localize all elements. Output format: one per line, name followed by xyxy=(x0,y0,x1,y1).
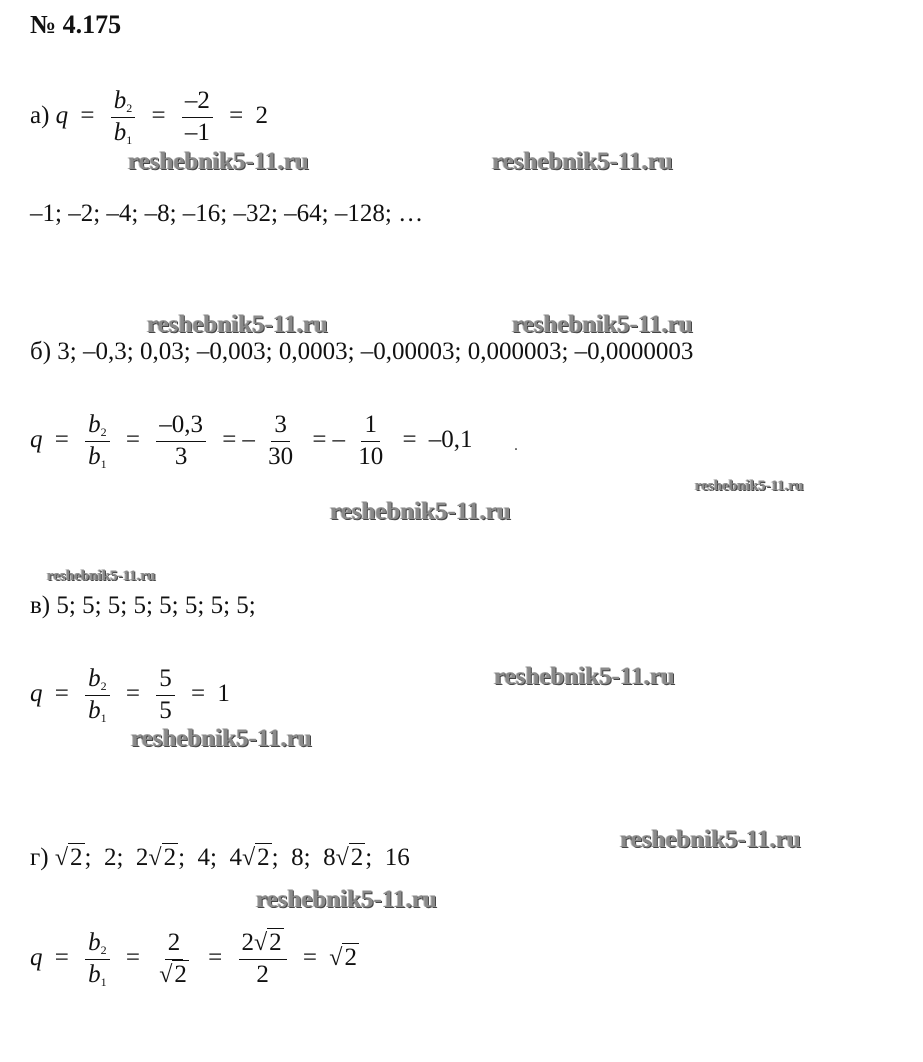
watermark: reshebnik5-11.ru xyxy=(147,311,328,338)
ratio-result: 2 xyxy=(255,101,268,129)
watermark: reshebnik5-11.ru xyxy=(620,826,801,853)
part-b-formula: q = $\frac{b_2}{b_1}$ = $\frac{-0,3}{3}$ = – $\frac{3}{30}$ = – $\frac{1}{10}$ = –0,1 xyxy=(30,411,473,471)
watermark: reshebnik5-11.ru xyxy=(695,478,804,494)
watermark: reshebnik5-11.ru xyxy=(131,725,312,752)
watermark: reshebnik5-11.ru xyxy=(330,498,511,525)
watermark: reshebnik5-11.ru xyxy=(256,886,437,913)
equals: = xyxy=(80,101,95,129)
ratio-result: 1 xyxy=(217,679,230,707)
watermark: reshebnik5-11.ru xyxy=(47,568,156,584)
problem-title: № 4.175 xyxy=(30,10,122,39)
part-b-label: б) xyxy=(30,338,52,365)
watermark: reshebnik5-11.ru xyxy=(128,148,309,175)
part-v-label: в) xyxy=(30,592,51,619)
sqrt-2: √2 xyxy=(54,844,83,871)
fraction-b2-b1: $\frac{b_2}{b_1}$ xyxy=(111,88,136,146)
ratio-result: √2 xyxy=(329,943,357,971)
part-g-formula: q = $\frac{b_2}{b_1}$ = $\frac{2}{√2}$ = $\frac{2√2}{2}$ = √2 xyxy=(30,929,357,989)
part-g-sequence: г) √2; 2; 2√2; 4; 4√2; 8; 8√2; 16 xyxy=(30,844,410,871)
part-b-sequence: б) 3; –0,3; 0,03; –0,003; 0,0003; –0,00003; 0,000003; –0,0000003 xyxy=(30,338,694,365)
q-symbol: q xyxy=(55,101,69,129)
part-a-sequence: –1; –2; –4; –8; –16; –32; –64; –128; … xyxy=(30,200,424,227)
part-g-label: г) xyxy=(30,844,49,871)
part-v-formula: q = $\frac{b_2}{b_1}$ = $\frac{5}{5}$ = 1 xyxy=(30,665,230,725)
ratio-result: –0,1 xyxy=(428,425,473,453)
watermark: reshebnik5-11.ru xyxy=(492,148,673,175)
part-v-sequence: в) 5; 5; 5; 5; 5; 5; 5; 5; xyxy=(30,592,256,619)
watermark: reshebnik5-11.ru xyxy=(494,663,675,690)
part-a-label: а) xyxy=(30,101,50,129)
part-a-formula: а) q = $\frac{b_2}{b_1}$ = $\frac{-2}{-1}$ = 2 xyxy=(30,87,268,147)
stray-dot: . xyxy=(514,437,518,454)
watermark: reshebnik5-11.ru xyxy=(512,311,693,338)
fraction-values: $\frac{-2}{-1}$ xyxy=(182,88,213,146)
